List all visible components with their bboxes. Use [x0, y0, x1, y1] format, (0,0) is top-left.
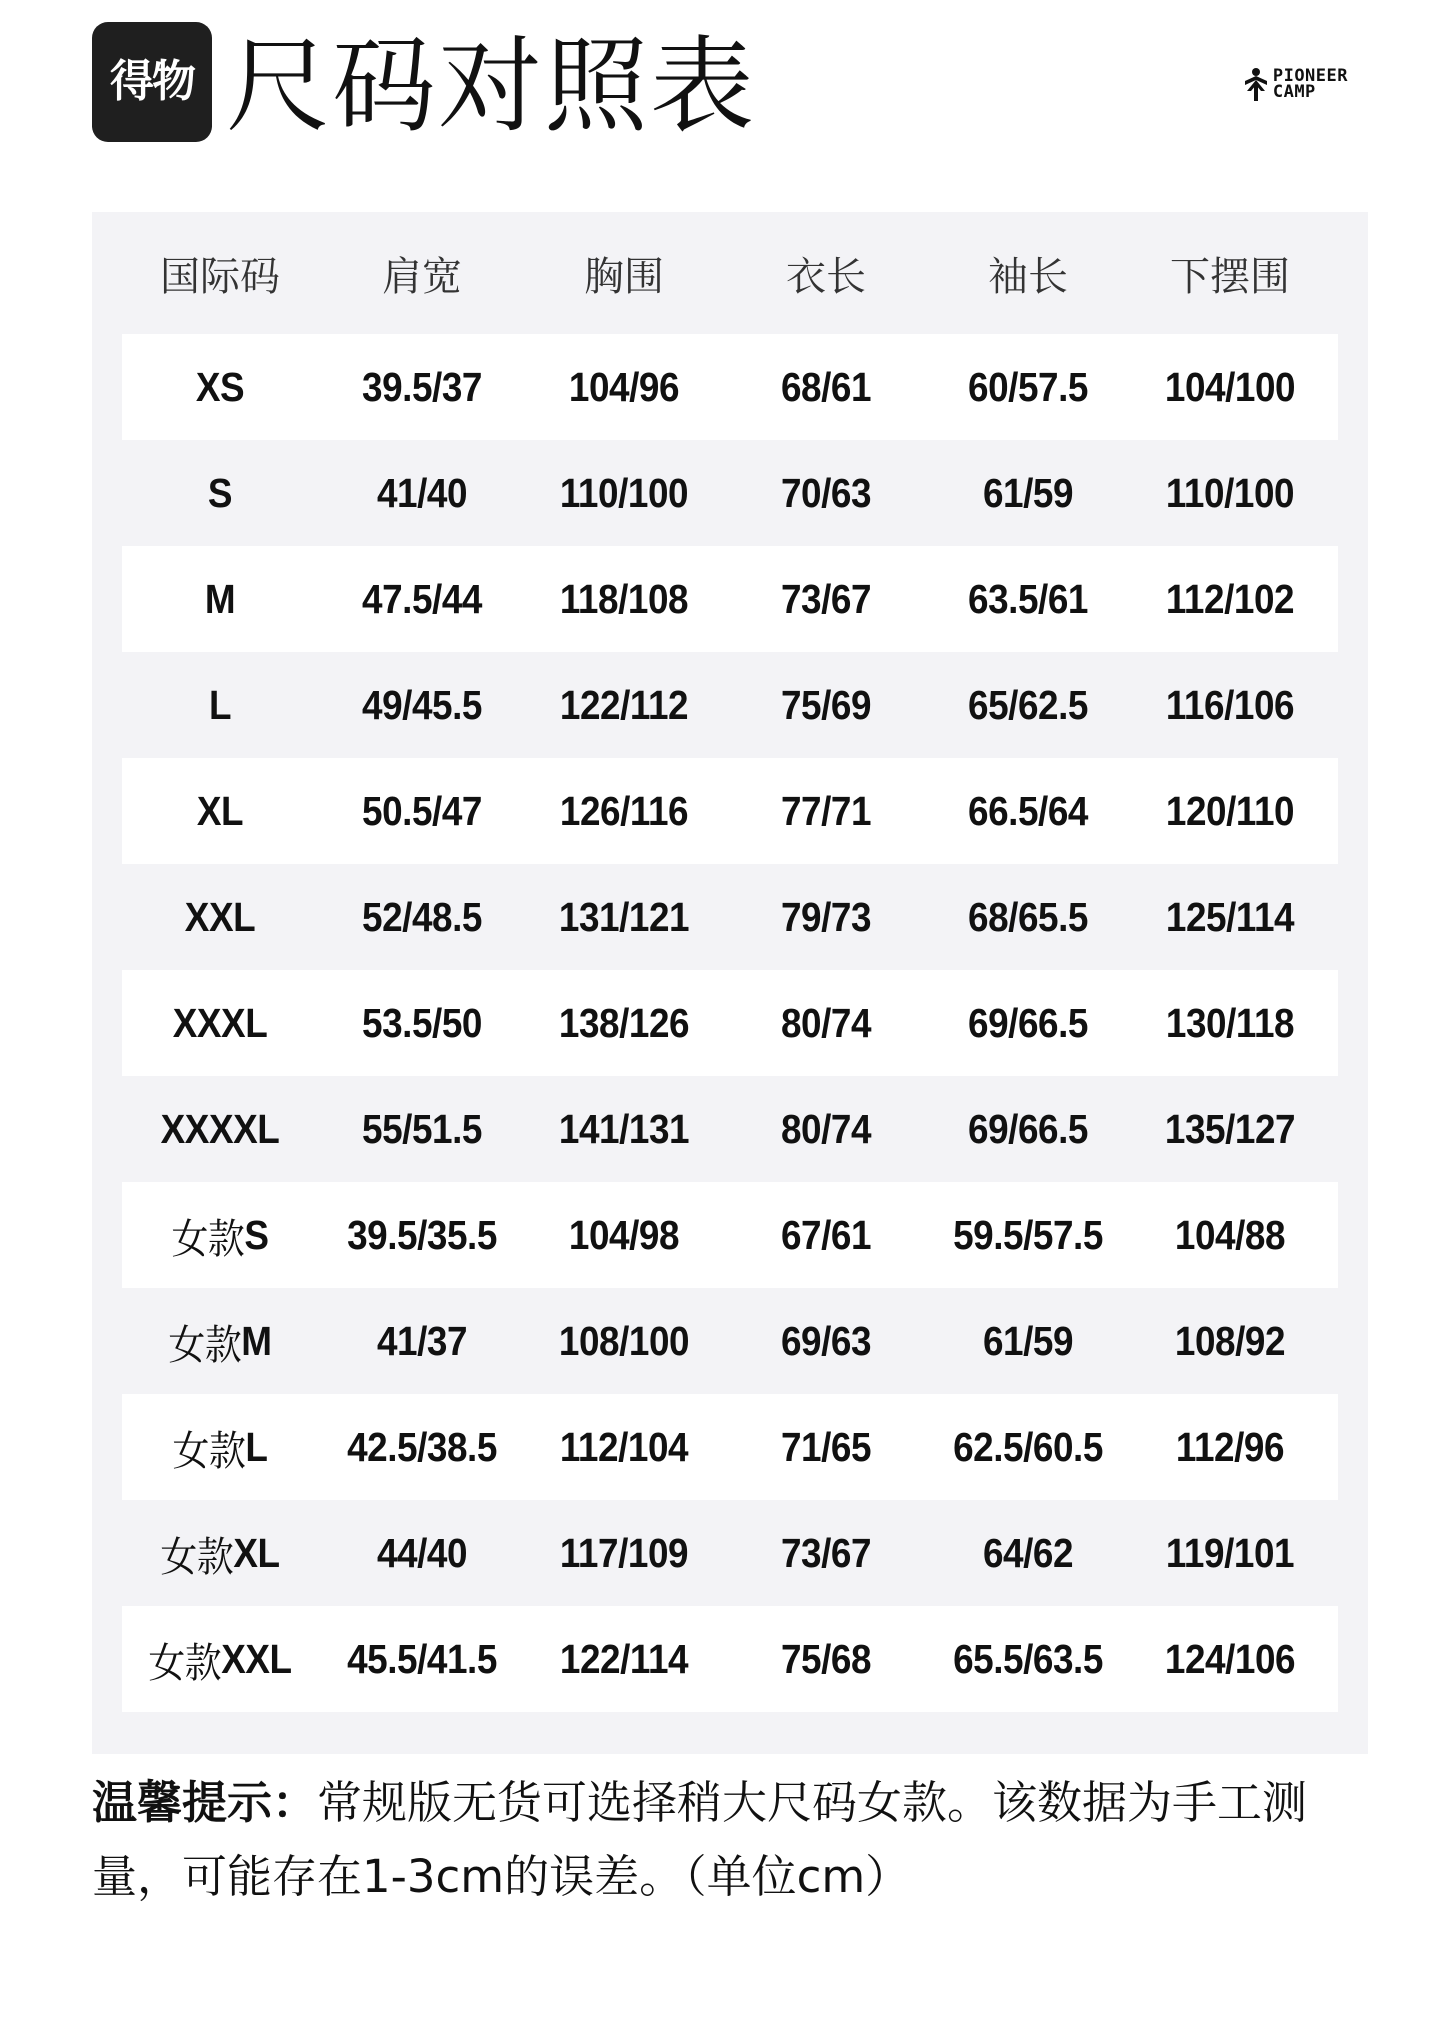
- cell-sleeve: 59.5/57.5: [953, 1211, 1103, 1258]
- cell-length: 67/61: [780, 1211, 872, 1258]
- cell-shoulder: 41/40: [376, 469, 468, 516]
- cell-hem: 104/88: [1174, 1211, 1286, 1258]
- cell-size: [132, 440, 308, 546]
- table-row: [122, 758, 1338, 864]
- cell-chest: 118/108: [559, 575, 689, 622]
- cell-chest: 122/114: [559, 1635, 689, 1682]
- cell-length: 71/65: [780, 1423, 872, 1470]
- dewu-logo: 得物: [92, 22, 212, 142]
- cell-shoulder: 49/45.5: [362, 681, 482, 728]
- size-code: XXXL: [172, 999, 268, 1046]
- cell-chest: 112/104: [559, 1423, 689, 1470]
- cell-hem: 135/127: [1164, 1105, 1296, 1152]
- brand-line-2: CAMP: [1272, 82, 1316, 102]
- size-code: S: [244, 1211, 269, 1258]
- cell-chest: 138/126: [558, 999, 690, 1046]
- page-header: [92, 22, 1348, 152]
- cell-chest: 104/96: [568, 363, 680, 410]
- cell-chest: 122/112: [559, 681, 689, 728]
- size-women-prefix: 女款: [148, 1638, 222, 1687]
- column-header-size: 国际码: [160, 253, 280, 300]
- cell-size: [132, 1288, 308, 1394]
- cell-size: [132, 1076, 308, 1182]
- cell-sleeve: 62.5/60.5: [953, 1423, 1103, 1470]
- size-chart-table: [92, 212, 1368, 1754]
- cell-hem: 119/101: [1165, 1529, 1295, 1576]
- cell-shoulder: 42.5/38.5: [347, 1423, 497, 1470]
- cell-length: 75/69: [780, 681, 872, 728]
- cell-hem: 112/96: [1175, 1423, 1285, 1470]
- table-row: [122, 1076, 1338, 1182]
- cell-sleeve: 66.5/64: [968, 787, 1088, 834]
- cell-size: [132, 1500, 308, 1606]
- size-code: L: [245, 1423, 268, 1470]
- cell-hem: 130/118: [1165, 999, 1295, 1046]
- cell-hem: 108/92: [1174, 1317, 1286, 1364]
- size-code: M: [241, 1317, 272, 1364]
- column-header-shoulder: 肩宽: [382, 253, 462, 300]
- cell-size: [132, 1606, 308, 1712]
- table-row: [122, 1288, 1338, 1394]
- table-row: [122, 334, 1338, 440]
- cell-shoulder: 52/48.5: [362, 893, 482, 940]
- cell-length: 75/68: [780, 1635, 872, 1682]
- cell-chest: 108/100: [558, 1317, 690, 1364]
- column-header-hem: 下摆围: [1170, 253, 1290, 300]
- cell-shoulder: 55/51.5: [362, 1105, 482, 1152]
- cell-length: 79/73: [780, 893, 872, 940]
- cell-size: [132, 758, 308, 864]
- cell-length: 80/74: [780, 1105, 872, 1152]
- cell-shoulder: 39.5/35.5: [347, 1211, 497, 1258]
- cell-sleeve: 60/57.5: [968, 363, 1088, 410]
- size-code: XL: [233, 1529, 280, 1576]
- size-code: XXL: [221, 1635, 292, 1682]
- tip-label: 温馨提示：: [92, 1776, 318, 1829]
- cell-sleeve: 61/59: [982, 469, 1074, 516]
- table-row: [122, 1500, 1338, 1606]
- table-row: [122, 440, 1338, 546]
- cell-sleeve: 69/66.5: [968, 999, 1088, 1046]
- size-women-prefix: 女款: [160, 1532, 234, 1581]
- cell-shoulder: 39.5/37: [362, 363, 482, 410]
- size-code: XL: [196, 787, 244, 834]
- table-header: [92, 212, 1368, 334]
- table-row: [122, 1182, 1338, 1288]
- cell-shoulder: 50.5/47: [362, 787, 482, 834]
- cell-length: 77/71: [780, 787, 872, 834]
- table-row: [122, 970, 1338, 1076]
- cell-chest: 141/131: [558, 1105, 690, 1152]
- cell-size: [132, 1182, 308, 1288]
- cell-hem: 116/106: [1165, 681, 1295, 728]
- brand-name: [1273, 68, 1348, 100]
- cell-shoulder: 45.5/41.5: [347, 1635, 497, 1682]
- cell-size: [132, 334, 308, 440]
- cell-sleeve: 65/62.5: [968, 681, 1088, 728]
- cell-hem: 110/100: [1165, 469, 1295, 516]
- cell-sleeve: 69/66.5: [968, 1105, 1088, 1152]
- cell-chest: 117/109: [559, 1529, 689, 1576]
- cell-length: 69/63: [780, 1317, 872, 1364]
- cell-length: 80/74: [780, 999, 872, 1046]
- cell-sleeve: 68/65.5: [968, 893, 1088, 940]
- cell-hem: 104/100: [1164, 363, 1296, 410]
- table-row: [122, 864, 1338, 970]
- size-code: S: [207, 469, 233, 516]
- column-header-length: 衣长: [786, 253, 866, 300]
- column-header-sleeve: 袖长: [988, 253, 1068, 300]
- cell-sleeve: 65.5/63.5: [953, 1635, 1103, 1682]
- cell-chest: 126/116: [559, 787, 689, 834]
- cell-length: 70/63: [780, 469, 872, 516]
- cell-length: 68/61: [780, 363, 872, 410]
- cell-sleeve: 63.5/61: [968, 575, 1088, 622]
- cell-shoulder: 53.5/50: [362, 999, 482, 1046]
- table-row: [122, 1606, 1338, 1712]
- cell-hem: 120/110: [1165, 787, 1295, 834]
- cell-hem: 125/114: [1165, 893, 1295, 940]
- cell-hem: 112/102: [1165, 575, 1295, 622]
- size-women-prefix: 女款: [168, 1320, 242, 1369]
- cell-size: [132, 652, 308, 758]
- cell-size: [132, 970, 308, 1076]
- cell-shoulder: 44/40: [376, 1529, 468, 1576]
- cell-sleeve: 64/62: [982, 1529, 1074, 1576]
- cell-chest: 104/98: [568, 1211, 680, 1258]
- table-row: [122, 1394, 1338, 1500]
- page-title: 尺码对照表: [226, 25, 757, 147]
- size-code: XXL: [184, 893, 256, 940]
- size-women-prefix: 女款: [171, 1214, 245, 1263]
- cell-size: [132, 864, 308, 970]
- cell-hem: 124/106: [1164, 1635, 1296, 1682]
- cell-size: [132, 546, 308, 652]
- cell-chest: 131/121: [558, 893, 690, 940]
- cell-sleeve: 61/59: [982, 1317, 1074, 1364]
- size-code: XXXXL: [160, 1105, 280, 1152]
- tip-text: 常规版无货可选择稍大尺码女款。该数据为手工测量，可能存在1-3cm的误差。（单位cm）: [92, 1776, 1308, 1903]
- cell-shoulder: 41/37: [376, 1317, 468, 1364]
- size-code: L: [208, 681, 232, 728]
- tip-note: [92, 1766, 1382, 1914]
- pioneer-camp-logo: [1243, 64, 1348, 104]
- cell-size: [132, 1394, 308, 1500]
- size-code: XS: [195, 363, 245, 410]
- pioneer-camp-icon: [1243, 67, 1269, 101]
- column-header-chest: 胸围: [584, 253, 664, 300]
- size-women-prefix: 女款: [172, 1426, 246, 1475]
- size-code: M: [204, 575, 236, 622]
- table-row: [122, 652, 1338, 758]
- brand-line-1: PIONEER: [1272, 66, 1348, 86]
- cell-length: 73/67: [780, 575, 872, 622]
- table-row: [122, 546, 1338, 652]
- cell-chest: 110/100: [559, 469, 689, 516]
- cell-length: 73/67: [780, 1529, 872, 1576]
- cell-shoulder: 47.5/44: [362, 575, 482, 622]
